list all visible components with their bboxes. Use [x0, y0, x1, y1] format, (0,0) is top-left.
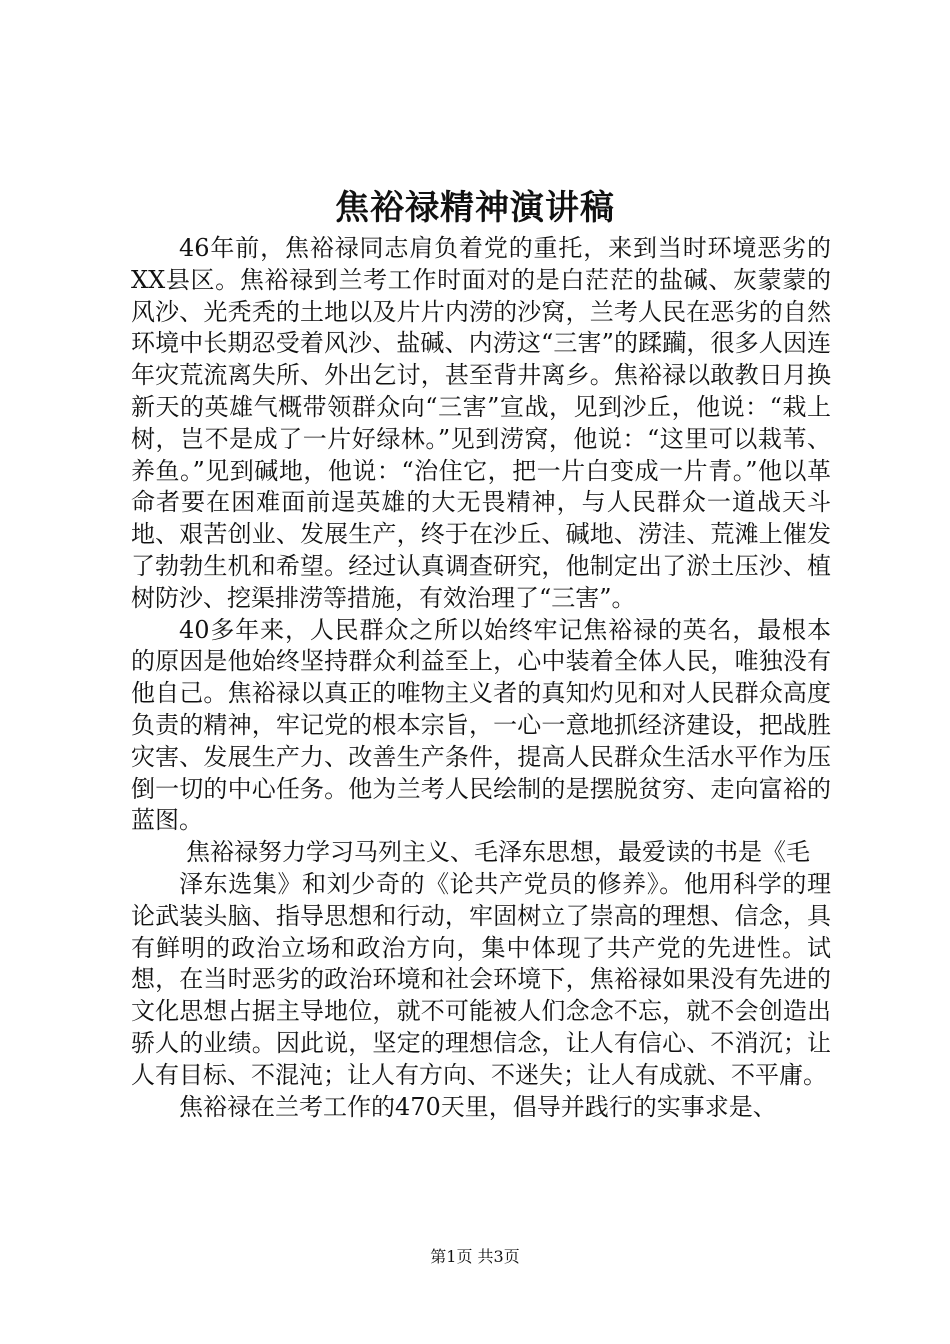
paragraph-3: 焦裕禄努力学习马列主义、毛泽东思想，最爱读的书是《毛	[186, 838, 810, 867]
document-title: 焦裕禄精神演讲稿	[335, 188, 615, 228]
paragraph-1: 46年前，焦裕禄同志肩负着党的重托，来到当时环境恶劣的XX县区。焦裕禄到兰考工作时面对的是白茫茫的盐碱、灰蒙蒙的风沙、光秃秃的土地以及片片内涝的沙窝，兰考人民在恶劣的自然环境中长期忍受着风沙、盐碱、内涝这“三害”的蹂躏，很多人因连年灾荒流离失所、外出乞讨，甚至背井离乡。焦裕禄以敢教日月换新天的英雄气概带领群众向“三害”宣战，见到沙丘，他说：“栽上树，岂不是成了一片好绿林。”见到涝窝，他说：“这里可以栽苇、养鱼。”见到碱地，他说：“治住它，把一片白变成一片青。”他以革命者要在困难面前逞英雄的大无畏精神，与人民群众一道战天斗地、艰苦创业、发展生产，终于在沙丘、碱地、涝洼、荒滩上催发了勃勃生机和希望。经过认真调查研究，他制定出了淤土压沙、植树防沙、挖渠排涝等措施，有效治理了“三害”。	[131, 234, 831, 612]
paragraph-4: 泽东选集》和刘少奇的《论共产党员的修养》。他用科学的理论武装头脑、指导思想和行动，牢固树立了崇高的理想、信念，具有鲜明的政治立场和政治方向，集中体现了共产党的先进性。试想，在当时恶劣的政治环境和社会环境下，焦裕禄如果没有先进的文化思想占据主导地位，就不可能被人们念念不忘，就不会创造出骄人的业绩。因此说，坚定的理想信念，让人有信心、不消沉；让人有目标、不混沌；让人有方向、不迷失；让人有成就、不平庸。	[131, 869, 831, 1089]
paragraph-5: 焦裕禄在兰考工作的470天里，倡导并践行的实事求是、	[179, 1092, 777, 1121]
page-footer: 第1页 共3页	[430, 1247, 520, 1266]
paragraph-2: 40多年来，人民群众之所以始终牢记焦裕禄的英名，最根本的原因是他始终坚持群众利益至上，心中装着全体人民，唯独没有他自己。焦裕禄以真正的唯物主义者的真知灼见和对人民群众高度负责的精神，牢记党的根本宗旨，一心一意地抓经济建设，把战胜灾害、发展生产力、改善生产条件，提高人民群众生活水平作为压倒一切的中心任务。他为兰考人民绘制的是摆脱贫穷、走向富裕的蓝图。	[131, 615, 831, 835]
document-body	[131, 233, 831, 1123]
